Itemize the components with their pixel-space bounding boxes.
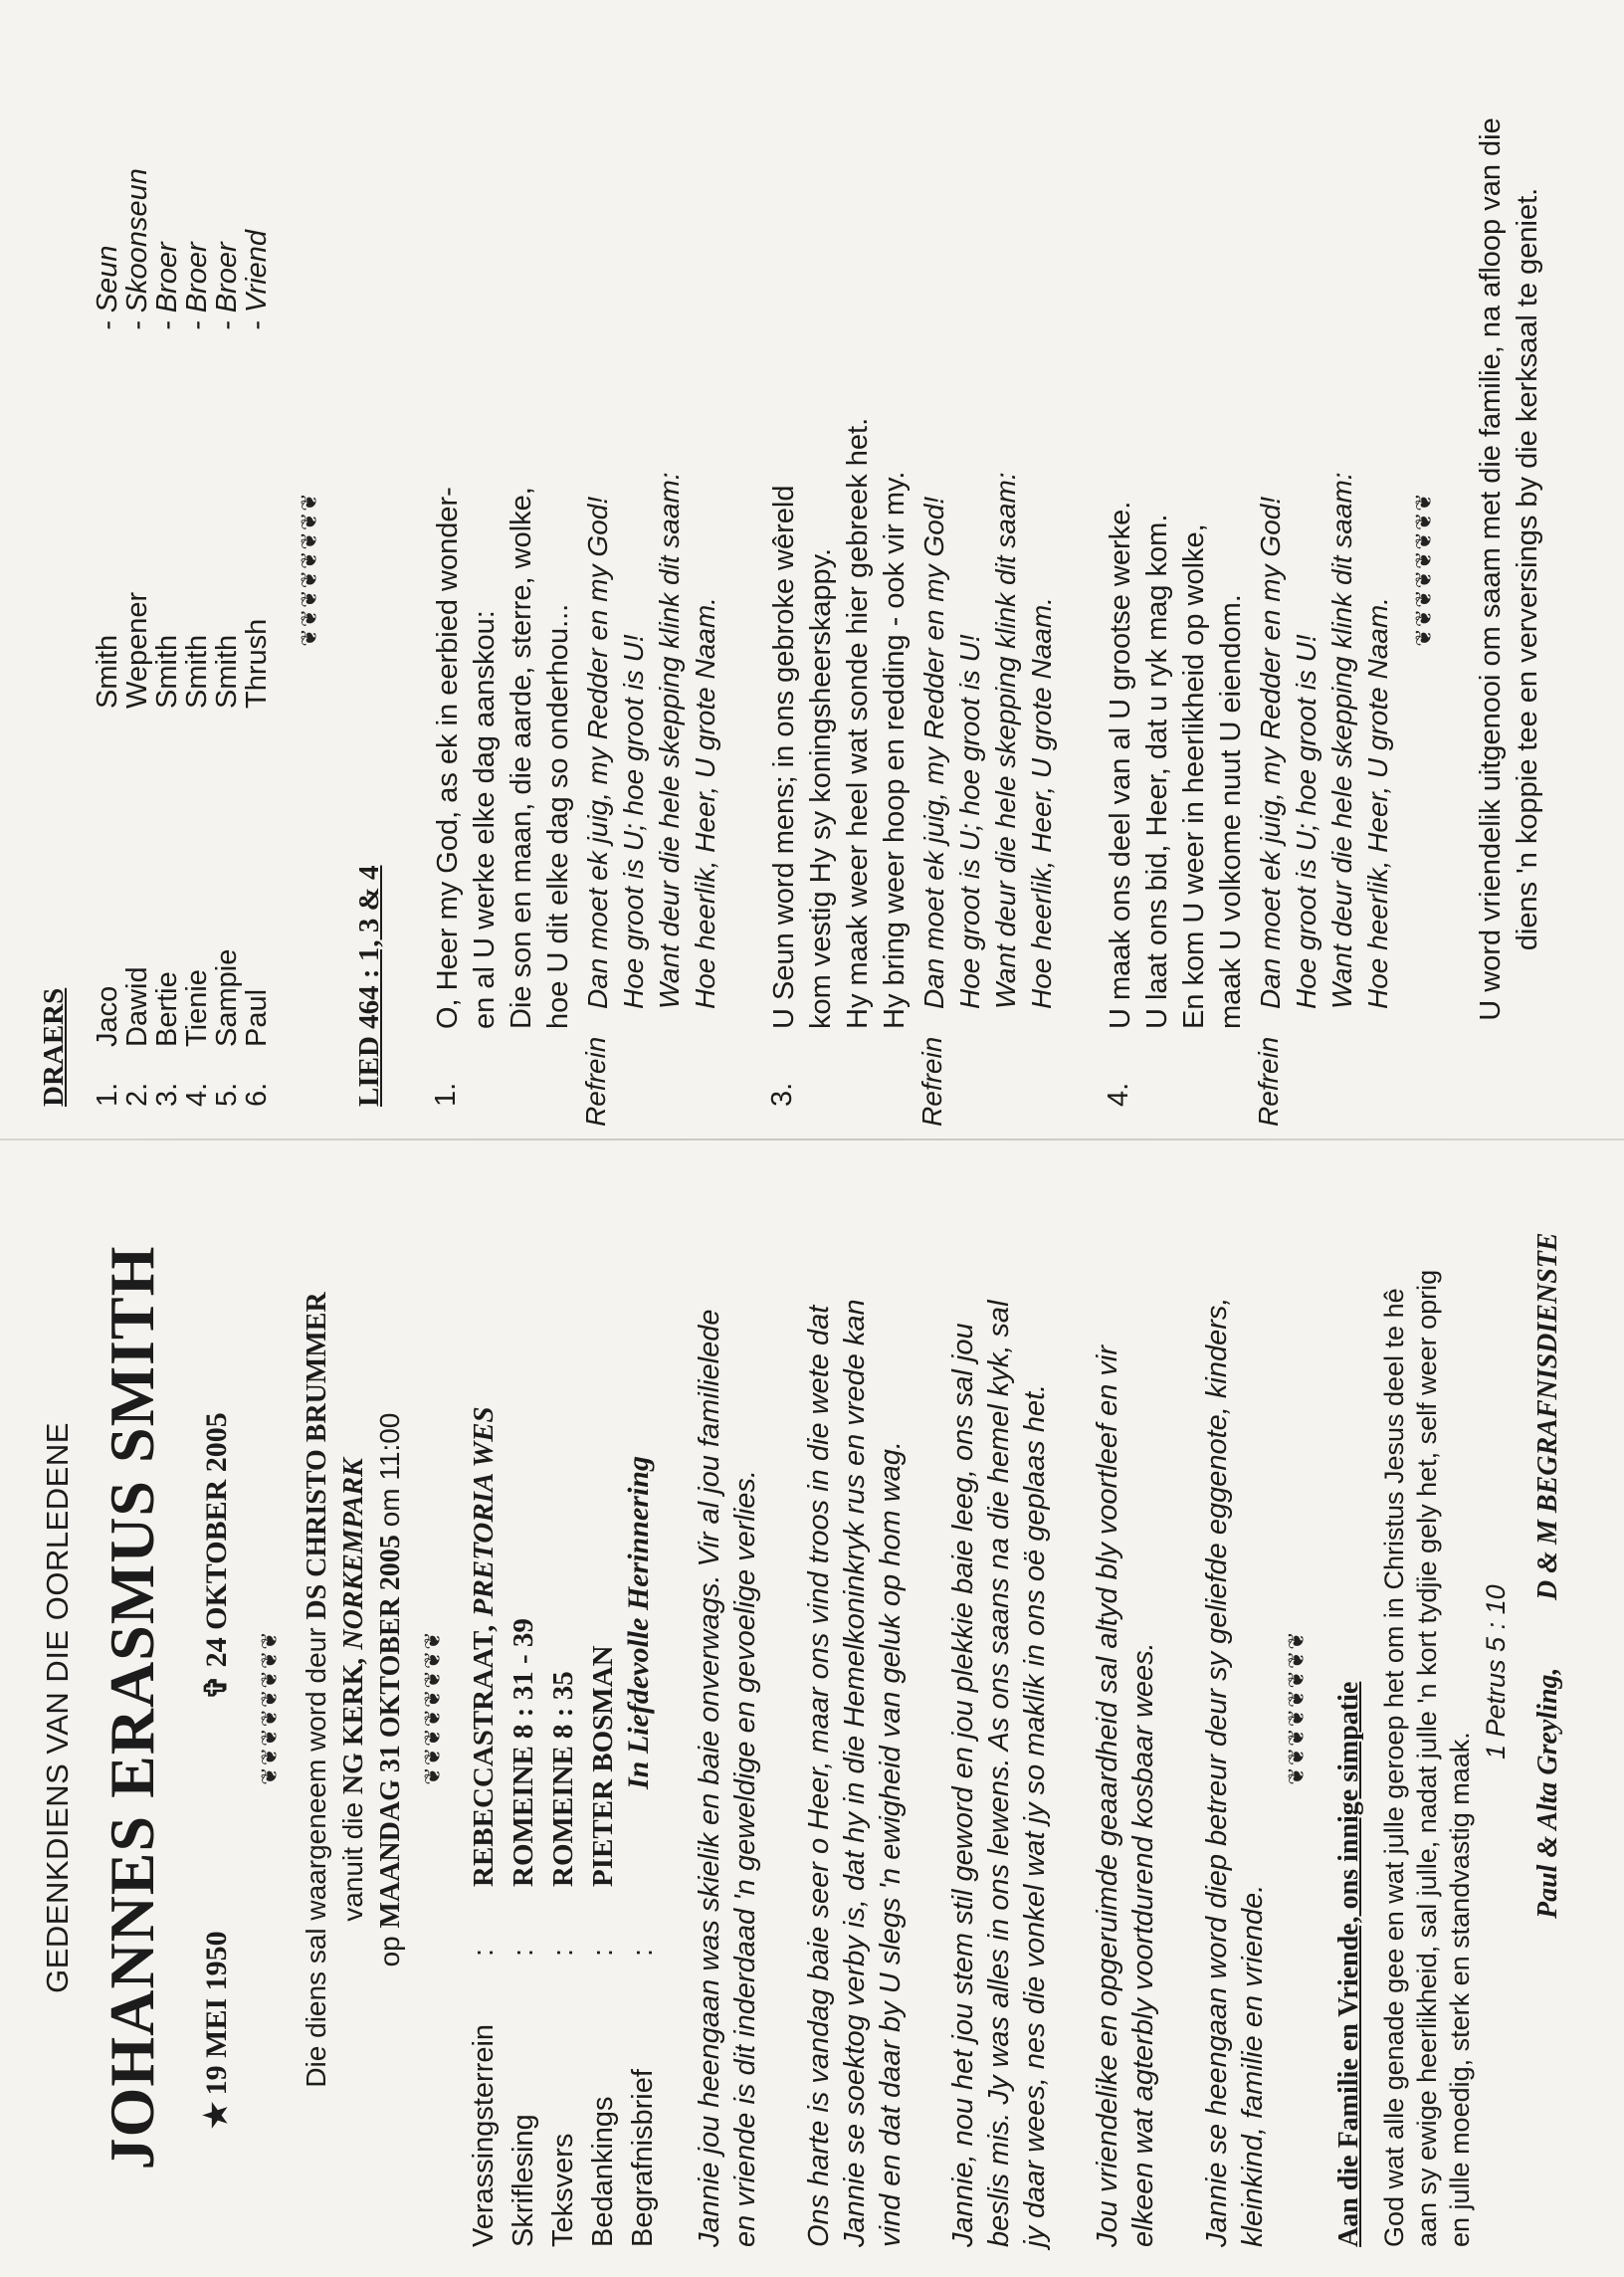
draer-last: Smith <box>92 634 123 709</box>
draer-num: 1. <box>92 1082 123 1107</box>
sympathy-title: Aan die Familie en Vriende, ons innige simpatie <box>1333 1681 1364 2247</box>
refrein: Dan moet ek juig, my Redder en my God! Hoe groot is U; hoe groot is U! Want deur die hele skepping klink dit saam: Hoe heerlik, Heer, U grote Naam. <box>918 472 1057 1009</box>
verse-reference: 1 Petrus 5 : 10 <box>1481 1584 1511 1760</box>
memory-paragraph: Jannie se heengaan word diep betreur deur sy geliefde eggenote, kinders, kleinkind, familie en vriende. <box>1201 1297 1269 2247</box>
refrein-label: Refrein <box>916 1036 947 1127</box>
draer-role: - Skoonseun <box>121 168 153 330</box>
refrein: Dan moet ek juig, my Redder en my God! Hoe groot is U; hoe groot is U! Want deur die hele skepping klink dit saam: Hoe heerlik, Heer, U grote Naam. <box>1255 472 1393 1009</box>
draer-role: - Broer <box>211 242 243 330</box>
star-icon: ✭ <box>200 2102 233 2128</box>
church-name: NG KERK <box>338 1663 369 1795</box>
service-time: om 11:00 <box>374 1412 405 1536</box>
draer-num: 4. <box>181 1082 213 1107</box>
draer-first: Paul <box>241 988 273 1047</box>
draer-num: 3. <box>151 1082 183 1107</box>
birth-date: 19 MEI 1950 <box>200 1931 233 2096</box>
service-line3: op <box>374 1928 405 1967</box>
draers-title: DRAERS <box>38 987 70 1107</box>
refrein-label: Refrein <box>580 1036 611 1127</box>
refrein: Dan moet ek juig, my Redder en my God! Hoe groot is U; hoe groot is U! Want deur die hele skepping klink dit saam: Hoe heerlik, Heer, U grote Naam. <box>582 472 720 1009</box>
draer-num: 5. <box>211 1082 243 1107</box>
detail-label: Teksvers <box>547 2133 579 2247</box>
memory-paragraph: Ons harte is vandag baie seer o Heer, maar ons vind troos in die wete dat Jannie se soektog verby is, dat hy in die Hemelkoninkryk rus en vrede kan vind en dat daar by U slegs 'n ewigheid van geluk op hom wag. <box>803 1299 907 2247</box>
detail-label: Bedankings <box>587 2096 619 2247</box>
refrein-label: Refrein <box>1253 1036 1284 1127</box>
detail-value: REBECCASTRAAT, PRETORIA WES <box>468 1406 500 1887</box>
memory-paragraph: Jannie, nou het jou stem stil geword en jou plekkie baie leeg, ons sal jou beslis mis. Jy was alles in ons lewens. As ons saans na die hemel kyk, sal jy daar wees, nes die vonkel wat jy so maklik in ons oë geplaas het. <box>947 1300 1051 2247</box>
detail-label: Begrafnisbrief <box>627 2069 659 2247</box>
draer-first: Jaco <box>92 985 123 1047</box>
death-date: 24 OKTOBER 2005 <box>200 1412 233 1668</box>
memory-title: In Liefdevolle Herinnering <box>622 1456 655 1789</box>
detail-value: PIETER BOSMAN <box>587 1645 619 1887</box>
detail-colon: : <box>468 1948 500 1957</box>
detail-colon: : <box>627 1948 659 1957</box>
sympathy-text: God wat alle genade gee en wat julle geroep het om in Christus Jesus deel te hê aan sy ewige heerlikheid, sal julle, nadat julle 'n kort tydjie gely het, self weer oprig en julle moedig, sterk en standvastig maak. <box>1379 1269 1475 2247</box>
draer-first: Bertie <box>151 971 183 1047</box>
memory-paragraph: Jannie jou heengaan was skielik en baie onverwags. Vir al jou familielede en vriende is dit inderdaad 'n geweldige en gevoelige verlies. <box>694 1309 761 2247</box>
minister-name: DS CHRISTO BRUMMER <box>302 1292 332 1620</box>
draer-role: - Seun <box>92 245 123 330</box>
draer-last: Smith <box>181 634 213 709</box>
draer-last: Wepener <box>121 591 153 709</box>
header: GEDENKDIENS VAN DIE OORLEDENE <box>40 1422 75 1993</box>
stanza-number: 1. <box>430 1082 462 1107</box>
invitation: U word vriendelik uitgenooi om saam met die familie, na afloop van die diens 'n koppie tee en verversings by die kerksaal te geniet. <box>1475 117 1543 1021</box>
ornament-divider: ❦❦❦❦❦❦❦❦ <box>257 1630 282 1785</box>
ornament-divider: ❦❦❦❦❦❦❦❦ <box>297 492 321 647</box>
ornament-divider: ❦❦❦❦❦❦❦❦ <box>1411 492 1436 647</box>
detail-colon: : <box>508 1948 539 1957</box>
stanza-number: 3. <box>766 1082 798 1107</box>
footer-names: Paul & Alta Greyling, <box>1532 1667 1563 1919</box>
draer-first: Dawid <box>121 966 153 1047</box>
service-order-panel <box>0 0 1624 1138</box>
draer-last: Smith <box>211 634 243 709</box>
birth-date-line <box>199 1931 234 2128</box>
detail-value: ROMEINE 8 : 35 <box>547 1671 579 1887</box>
draer-num: 6. <box>241 1082 273 1107</box>
footer-company: D & M BEGRAFNISDIENSTE <box>1532 1232 1563 1600</box>
lied-title: LIED 464 : 1, 3 & 4 <box>353 865 385 1107</box>
service-date: MAANDAG 31 OKTOBER 2005 <box>375 1535 406 1929</box>
memorial-panel <box>0 1138 1624 2277</box>
detail-label: Verassingsterrein <box>468 2023 500 2247</box>
draer-first: Tienie <box>181 969 213 1047</box>
fold-line <box>0 1138 1624 1140</box>
service-info <box>299 1162 409 2217</box>
stanza: U Seun word mens; in ons gebroke wêreld kom vestig Hy sy koningsheerskappy. Hy maak weer heel wat sonde hier gebreek het. Hy bring weer hoop en redding - ook vir my. <box>768 417 911 1029</box>
draer-num: 2. <box>121 1082 153 1107</box>
memory-paragraph: Jou vriendelike en opgeruimde geaardheid sal altyd bly voortleef en vir elkeen wat agterbly voortdurend kosbaar wees. <box>1092 1346 1159 2247</box>
draer-role: - Broer <box>181 242 213 330</box>
stanza-number: 4. <box>1103 1082 1134 1107</box>
stanza: U maak ons deel van al U grootse werke. U laat ons bid, Heer, dat u ryk mag kom. En kom U weer in heerlikheid op wolke, maak U volkome nuut U eiendom. <box>1105 501 1247 1029</box>
detail-label: Skriflesing <box>508 2114 539 2247</box>
service-line1: Die diens sal waargeneem word deur <box>301 1619 331 2088</box>
church-place: , NORKEMPARK <box>338 1458 369 1664</box>
ornament-divider: ❦❦❦❦❦❦❦❦ <box>420 1630 445 1785</box>
death-date-line <box>199 1412 234 1700</box>
draer-last: Smith <box>151 634 183 709</box>
detail-value: ROMEINE 8 : 31 - 39 <box>508 1618 539 1887</box>
draer-last: Thrush <box>241 618 273 709</box>
draer-role: - Vriend <box>241 229 273 330</box>
detail-colon: : <box>547 1948 579 1957</box>
stanza: O, Heer my God, as ek in eerbied wonder- en al U werke elke dag aanskou: Die son en maan, die aarde, sterre, wolke, hoe U dit elke dag so onderhou... <box>432 487 574 1029</box>
ornament-divider: ❦❦❦❦❦❦❦❦ <box>1284 1630 1309 1785</box>
deceased-name: JOHANNES ERASMUS SMITH <box>97 1245 167 2171</box>
draer-first: Sampie <box>211 948 243 1047</box>
service-line2: vanuit die <box>337 1794 368 1922</box>
cross-icon: ✞ <box>200 1674 233 1700</box>
draer-role: - Broer <box>151 242 183 330</box>
detail-colon: : <box>587 1948 619 1957</box>
